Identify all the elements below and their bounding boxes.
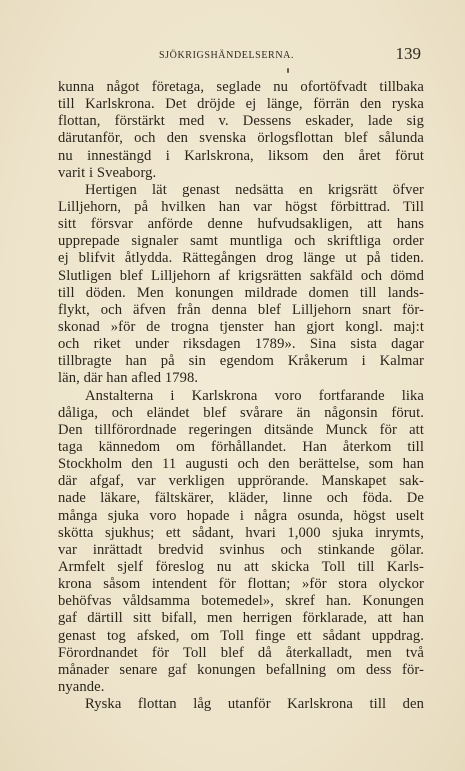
page-number: 139	[395, 44, 421, 63]
text-line: genast tog afsked, om Toll finge ett sådant uppdrag.	[58, 627, 424, 644]
text-line: och riket under riksdagen 1789». Sina sista dagar	[58, 336, 424, 353]
text-line: flottan, förstärkt med v. Dessens eskader, lade sig	[58, 113, 424, 130]
text-line: gaf därtill sitt bifall, men herrigen förklarade, att han	[58, 610, 424, 627]
text-line: upprepade signaler samt muntliga och skriftliga order	[58, 233, 424, 250]
text-line: Anstalterna i Karlskrona voro fortfarande lika	[85, 387, 424, 404]
text-line: sitt försvar anförde denne hufvudsakligen, att hans	[58, 216, 424, 233]
text-line: till Karlskrona. Det dröjde ej länge, förrän den ryska	[58, 96, 424, 113]
text-line: behöfvas våldsamma botemedel», skref han. Konungen	[58, 593, 424, 610]
text-line: där afgaf, var verkligen upprörande. Manskapet sak-	[58, 473, 424, 490]
text-line: dåliga, och eländet blef svårare än någonsin förut.	[58, 404, 424, 421]
text-line: flykt, och äfven från denna blef Lilljehorn snart för-	[58, 301, 424, 318]
text-line: tillbragte han på sin egendom Kråkerum i Kalmar	[58, 353, 424, 370]
text-line: var inrättadt bredvid svinhus och stinkande gölar.	[58, 541, 424, 558]
text-line: månader senare gaf konungen befallning om dess för-	[58, 661, 424, 678]
text-line: nade läkare, fältskärer, kläder, linne och föda. De	[58, 490, 424, 507]
text-line: Hertigen lät genast nedsätta en krigsrätt öfver	[85, 181, 424, 198]
text-line: nu innestängd i Karlskrona, liksom den året förut	[58, 147, 424, 164]
text-line: Förordnandet för Toll blef då återkalladt, men två	[58, 644, 424, 661]
text-line: Slutligen blef Lilljehorn af krigsrätten sakfäld och dömd	[58, 267, 424, 284]
text-line: krona såsom intendent för flottan; »för stora olyckor	[58, 576, 424, 593]
text-line: ej blifvit åtlydda. Rättegången drog länge ut på tiden.	[58, 250, 424, 267]
text-line: skonad »för de trogna tjenster han gjort kongl. maj:t	[58, 318, 424, 335]
text-line: kunna något företaga, seglade nu ofortöfvadt tillbaka	[58, 79, 424, 95]
text-line: Den tillförordnade regeringen ditsände Munck för att	[58, 421, 424, 438]
text-line: Stockholm den 11 augusti och den berättelse, som han	[58, 456, 424, 473]
text-line: Ryska flottan låg utanför Karlskrona till den	[85, 696, 424, 713]
running-title: SJÖKRIGSHÄNDELSERNA.	[159, 50, 295, 61]
page-header	[56, 44, 424, 68]
body-text	[58, 79, 424, 713]
text-line: många sjuka voro hopade i några osunda, högst uselt	[58, 507, 424, 524]
text-line: därutanför, och den svenska örlogsflottan blef sålunda	[58, 130, 424, 147]
text-line: län, där han afled 1798.	[58, 370, 199, 387]
text-line: varit i Sveaborg.	[58, 164, 157, 181]
text-line: Lilljehorn, på hvilken han var högst förbittrad. Till	[58, 198, 424, 215]
text-line: taga kännedom om förhållandet. Han återkom till	[58, 438, 424, 455]
text-line: skötta sjukhus; ett sådant, hvari 1,000 sjuka inrymts,	[58, 524, 424, 541]
text-line: till döden. Men konungen mildrade domen till lands-	[58, 284, 424, 301]
text-line: Armfelt sjelf föreslog nu att skicka Toll till Karls-	[58, 558, 424, 575]
text-line: nyande.	[58, 678, 105, 695]
ink-speck	[287, 68, 289, 73]
